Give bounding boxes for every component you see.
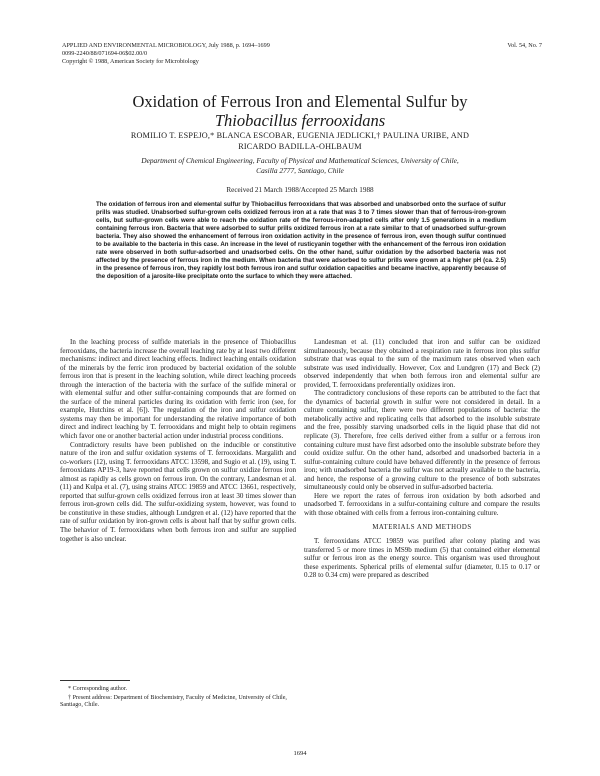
intro-paragraph-1: In the leaching process of sulfide materials in the presence of Thiobacillus ferrooxidans, the bacteria increase the overall leaching rate by at least two different mechanisms: indirect and direct leaching effects. Indirect leaching entails oxidation of the minerals by the ferric iron produced by bacterial oxidation of the soluble ferrous iron that is present in the leaching solution, while direct leaching proceeds through the interaction of the bacteria with the surface of the sulfide mineral or with elemental sulfur and other sulfur-containing compounds that are formed on the surface of the mineral particles during its oxidation with ferric iron (see, for example, Hutchins et al. [6]). The regulation of the iron and sulfur oxidation systems may then be important for understanding the relative importance of both direct and indirect leaching by T. ferrooxidans and might help to obtain regimens which favor one or another bacterial action under industrial process conditions. [60, 338, 296, 441]
affiliation-line-1: Department of Chemical Engineering, Faculty of Physical and Mathematical Sciences, University of Chile, [141, 156, 459, 165]
authors-line-1: ROMILIO T. ESPEJO,* BLANCA ESCOBAR, EUGENIA JEDLICKI,† PAULINA URIBE, AND [130, 131, 470, 140]
intro-paragraph-4: The contradictory conclusions of these reports can be attributed to the fact that the dynamics of bacterial growth in sulfur were not considered in detail. In a culture containing sulfur, there were two different populations of bacteria: the metabolically active and replicating cells that adsorbed to the insoluble substrate and the free, possibly starving unadsorbed cells in the liquid phase that did not replicate (3). Therefore, free cells derived either from a sulfur or a ferrous iron containing culture must have first adsorbed onto the insoluble substrate before they could oxidize sulfur. On the other hand, adsorbed and unadsorbed bacteria in a sulfur-containing culture could have behaved differently in the presence of ferrous iron; with unadsorbed bacteria the sulfur was not actually available to the bacteria, and hence, the response of a growing culture to the presence of both substrates simultaneously could only be observed in sulfur-adsorbed bacteria. [304, 389, 540, 492]
footnotes [60, 686, 296, 711]
footnote-divider [60, 680, 130, 681]
author-list [70, 130, 530, 152]
footnote-present-address: † Present address: Department of Biochemistry, Faculty of Medicine, University of Chile, Santiago, Chile. [60, 694, 287, 709]
volume-number: Vol. 54, No. 7 [507, 42, 542, 49]
authors-line-2: RICARDO BADILLA-OHLBAUM [238, 142, 362, 151]
title-species: Thiobacillus ferrooxidans [214, 111, 386, 130]
received-date: Received 21 March 1988/Accepted 25 March 1988 [226, 186, 374, 194]
footnote-corresponding: * Corresponding author. [68, 686, 128, 692]
body-column-left [60, 338, 296, 543]
page-number: 1694 [293, 750, 307, 757]
methods-paragraph-1: T. ferrooxidans ATCC 19859 was purified after colony plating and was transferred 5 or more times in MS9b medium (5) that contained either elemental sulfur or ferrous iron as the energy source. This organism was used throughout these experiments. Spherical prills of elemental sulfur (diameter, 0.15 to 0.17 or 0.28 to 0.34 cm) were prepared as described [304, 537, 540, 580]
affiliation [95, 156, 505, 175]
intro-paragraph-5: Here we report the rates of ferrous iron oxidation by both adsorbed and unadsorbed T. ferrooxidans in a sulfur-containing culture and compare the results with those obtained with cells from a ferrous iron-containing culture. [304, 491, 540, 517]
journal-line-1: APPLIED AND ENVIRONMENTAL MICROBIOLOGY, July 1988, p. 1694–1699 [62, 42, 270, 49]
title-main: Oxidation of Ferrous Iron and Elemental Sulfur by [132, 92, 468, 111]
article-title [60, 92, 540, 130]
intro-paragraph-2: Contradictory results have been published on the inducible or constitutive nature of the iron and sulfur oxidation systems of T. ferrooxidans. Margalith and co-workers (12), using T. ferrooxidans ATCC 13598, and Sugio et al. (19), using T. ferrooxidans AP19-3, have reported that cells grown on sulfur oxidize ferrous iron almost as rapidly as cells grown on ferrous iron. On the contrary, Landesman et al. (11) and Kulpa et al. (7), using strains ATCC 19859 and ATCC 13661, respectively, reported that sulfur-grown cells oxidized ferrous iron at least 30 times slower than ferrous iron-grown cells did. The sulfur-oxidizing system, however, was found to be constitutive in these studies, although Lundgren et al. (12) have reported that the rate of sulfur oxidation by iron-grown cells is about half that by sulfur grown cells. The behavior of T. ferrooxidans when both ferrous iron and sulfur are supplied together is also unclear. [60, 440, 296, 543]
body-column-right [304, 338, 540, 580]
journal-line-2: 0099-2240/88/071694-06$02.00/0 [62, 50, 148, 57]
intro-paragraph-3: Landesman et al. (11) concluded that iron and sulfur can be oxidized simultaneously, because they obtained a respiration rate in ferrous iron plus sulfur substrate that was equal to the sum of the maximum rates observed when each substrate was used individually. However, Cox and Lundgren (17) and Beck (2) observed independently that when both ferrous iron and elemental sulfur are provided, T. ferrooxidans preferentially oxidizes iron. [304, 338, 540, 389]
section-heading: MATERIALS AND METHODS [372, 524, 472, 532]
abstract: The oxidation of ferrous iron and elemental sulfur by Thiobacillus ferrooxidans that was absorbed and unabsorbed onto the surface of sulfur prills was studied. Unabsorbed sulfur-grown cells oxidized ferrous iron at a rate that was 3 to 7 times slower than that of ferrous-iron-grown cells, but sulfur-grown cells were able to reach the oxidation rate of the ferrous-iron-adapted cells after only 1.5 generations in a medium containing ferrous iron. Bacteria that were adsorbed to sulfur prills oxidized ferrous iron at a rate similar to that of unadsorbed sulfur-grown bacteria. They also showed the enhancement of ferrous iron oxidation activity in the presence of ferrous iron, even though sulfur continued to be available to the bacteria in this case. An increase in the level of rusticyanin together with the enhancement of the ferrous iron oxidation rate were observed in both sulfur-adsorbed and unadsorbed cells. On the other hand, sulfur oxidation by the adsorbed bacteria was not affected by the presence of ferrous iron in the medium. When bacteria that were adsorbed to sulfur prills were grown at a higher pH (ca. 2.5) in the presence of ferrous iron, they rapidly lost both ferrous iron and sulfur oxidation capacities and became inactive, apparently because of the deposition of a jarosite-like precipitate onto the surface to which they were attached. [96, 201, 506, 281]
journal-citation [62, 42, 392, 66]
affiliation-line-2: Casilla 2777, Santiago, Chile [256, 165, 344, 175]
journal-line-3: Copyright © 1988, American Society for Microbiology [62, 58, 199, 65]
